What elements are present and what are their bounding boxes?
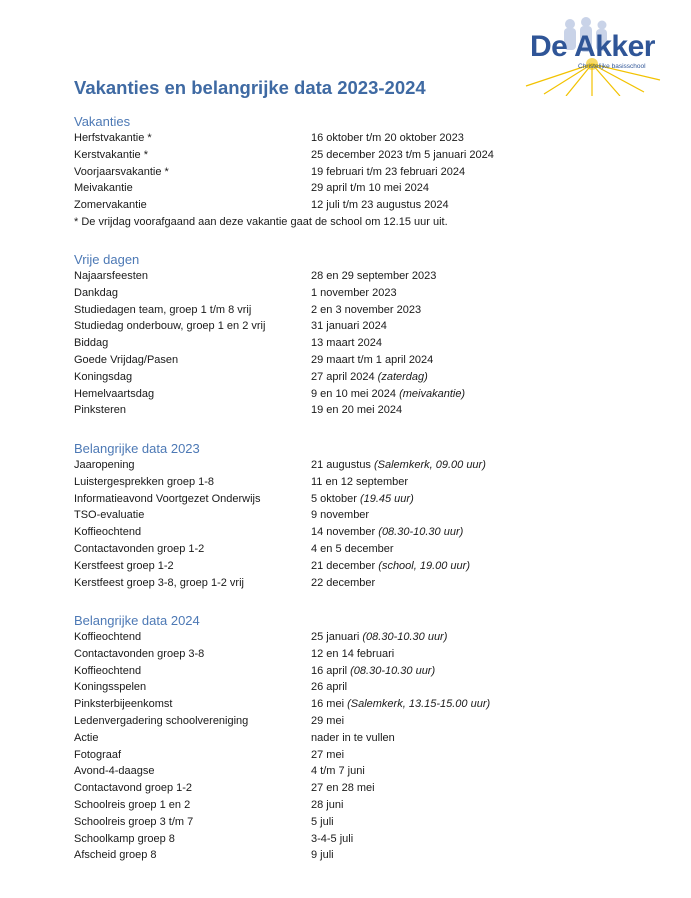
row-value: 31 januari 2024 — [311, 320, 387, 333]
row-value: 9 en 10 mei 2024 (meivakantie) — [311, 387, 466, 400]
row-value: 29 mei — [311, 714, 345, 727]
list-item — [74, 575, 634, 592]
row-label: Najaarsfeesten — [74, 270, 148, 282]
list-item — [74, 696, 634, 713]
list-item — [74, 130, 634, 147]
row-label: Schoolreis groep 3 t/m 7 — [74, 815, 194, 828]
row-label: Koffieochtend — [74, 631, 142, 643]
row-value: 12 en 14 februari — [311, 647, 395, 660]
school-logo — [522, 16, 662, 96]
row-value: 19 februari t/m 23 februari 2024 — [311, 165, 466, 178]
list-item — [74, 797, 634, 814]
row-label: Koffieochtend — [74, 664, 142, 677]
row-value: 28 juni — [311, 798, 344, 811]
row-label: Schoolkamp groep 8 — [74, 832, 175, 845]
row-label: Fotograaf — [74, 748, 122, 761]
row-label: Contactavonden groep 1-2 — [74, 542, 205, 555]
row-value: 12 juli t/m 23 augustus 2024 — [311, 199, 449, 212]
row-value: 27 april 2024 (zaterdag) — [311, 370, 428, 383]
row-value: 26 april — [311, 681, 348, 694]
list-item — [74, 713, 634, 730]
list-item — [74, 730, 634, 747]
row-value: 14 november (08.30-10.30 uur) — [311, 526, 464, 539]
list-item — [74, 352, 634, 369]
row-value: 25 januari (08.30-10.30 uur) — [311, 631, 448, 643]
page-title: Vakanties en belangrijke data 2023-2024 — [74, 77, 426, 98]
row-label: Luistergesprekken groep 1-8 — [74, 475, 215, 488]
list-item — [74, 747, 634, 764]
row-value: 21 augustus (Salemkerk, 09.00 uur) — [311, 459, 486, 471]
row-value: 16 mei (Salemkerk, 13.15-15.00 uur) — [311, 698, 491, 711]
list-item — [74, 369, 634, 386]
row-value: 1 november 2023 — [311, 286, 397, 299]
row-value: 19 en 20 mei 2024 — [311, 404, 403, 417]
row-value: 22 december — [311, 576, 376, 589]
list-item — [74, 457, 634, 474]
row-value: 21 december (school, 19.00 uur) — [311, 559, 470, 572]
row-value: 27 en 28 mei — [311, 782, 375, 795]
list-item — [74, 474, 634, 491]
row-label: Biddag — [74, 337, 109, 350]
list-item — [74, 180, 634, 197]
row-value: 5 oktober (19.45 uur) — [311, 492, 414, 505]
row-label: Contactavond groep 1-2 — [74, 782, 193, 795]
row-label: Meivakantie — [74, 182, 133, 195]
row-value: 13 maart 2024 — [311, 337, 382, 350]
list-item — [74, 524, 634, 541]
row-label: Pinksteren — [74, 404, 126, 417]
row-value: 16 oktober t/m 20 oktober 2023 — [311, 132, 464, 144]
list-item — [74, 386, 634, 403]
list-item — [74, 302, 634, 319]
section-heading: Vakanties — [74, 114, 131, 129]
row-value: 27 mei — [311, 748, 345, 761]
row-value: 5 juli — [311, 815, 334, 828]
logo-tagline: Christelijke basisschool — [578, 63, 646, 70]
row-value: 3-4-5 juli — [311, 832, 354, 845]
row-value: 29 april t/m 10 mei 2024 — [311, 182, 430, 195]
footnote: * De vrijdag voorafgaand aan deze vakantie gaat de school om 12.15 uur uit. — [74, 215, 448, 228]
row-value: 4 en 5 december — [311, 542, 394, 555]
row-label: Contactavonden groep 3-8 — [74, 647, 205, 660]
section-vakanties — [74, 113, 634, 231]
row-label: Afscheid groep 8 — [74, 849, 157, 862]
row-value: 25 december 2023 t/m 5 januari 2024 — [311, 148, 494, 161]
row-label: Koffieochtend — [74, 526, 142, 539]
row-label: Kerstfeest groep 1-2 — [74, 559, 174, 572]
row-label: Avond-4-daagse — [74, 765, 155, 778]
list-item — [74, 646, 634, 663]
row-value: 9 juli — [311, 849, 334, 862]
row-value: 9 november — [311, 509, 370, 522]
row-label: Schoolreis groep 1 en 2 — [74, 798, 191, 811]
row-value: nader in te vullen — [311, 731, 395, 744]
row-label: Pinksterbijeenkomst — [74, 698, 173, 711]
row-value: 2 en 3 november 2023 — [311, 303, 422, 316]
list-item — [74, 318, 634, 335]
list-item — [74, 335, 634, 352]
list-item — [74, 507, 634, 524]
row-label: Kerstvakantie * — [74, 148, 148, 161]
row-label: TSO-evaluatie — [74, 509, 145, 522]
row-label: Hemelvaartsdag — [74, 387, 155, 400]
row-label: Kerstfeest groep 3-8, groep 1-2 vrij — [74, 576, 244, 589]
list-item — [74, 285, 634, 302]
row-label: Informatieavond Voortgezet Onderwijs — [74, 492, 261, 505]
list-item — [74, 814, 634, 831]
list-item — [74, 831, 634, 848]
row-value: 29 maart t/m 1 april 2024 — [311, 353, 434, 366]
row-label: Dankdag — [74, 286, 119, 299]
row-label: Actie — [74, 731, 99, 744]
section-data-2024 — [74, 612, 634, 864]
list-item — [74, 491, 634, 508]
row-label: Zomervakantie — [74, 199, 147, 212]
row-label: Herfstvakantie * — [74, 132, 152, 144]
row-label: Koningsspelen — [74, 681, 147, 694]
list-item — [74, 780, 634, 797]
list-item — [74, 629, 634, 646]
row-label: Ledenvergadering schoolvereniging — [74, 714, 249, 727]
row-value: 11 en 12 september — [311, 475, 409, 488]
row-note: (Salemkerk, 13.15-15.00 uur) — [347, 698, 491, 711]
list-item — [74, 164, 634, 181]
list-item — [74, 763, 634, 780]
row-label: Koningsdag — [74, 370, 133, 383]
logo-name: De Akker — [530, 30, 655, 63]
list-item — [74, 541, 634, 558]
row-note: (19.45 uur) — [359, 492, 414, 505]
section-heading: Belangrijke data 2024 — [74, 613, 200, 628]
row-value: 28 en 29 september 2023 — [311, 270, 437, 282]
list-item — [74, 197, 634, 214]
section-data-2023 — [74, 440, 634, 591]
list-item — [74, 558, 634, 575]
section-heading: Belangrijke data 2023 — [74, 441, 200, 456]
row-note: (08.30-10.30 uur) — [362, 631, 448, 643]
list-item — [74, 679, 634, 696]
list-item — [74, 268, 634, 285]
row-note: (meivakantie) — [399, 387, 466, 400]
list-item — [74, 402, 634, 419]
row-note: (school, 19.00 uur) — [378, 559, 470, 572]
list-item — [74, 663, 634, 680]
row-value: 16 april (08.30-10.30 uur) — [311, 664, 436, 677]
row-value: 4 t/m 7 juni — [311, 765, 365, 778]
row-label: Studiedagen team, groep 1 t/m 8 vrij — [74, 303, 252, 316]
row-note: (08.30-10.30 uur) — [378, 526, 464, 539]
row-label: Jaaropening — [74, 459, 135, 471]
section-vrije-dagen — [74, 251, 634, 419]
section-heading: Vrije dagen — [74, 252, 140, 267]
row-label: Goede Vrijdag/Pasen — [74, 353, 179, 366]
list-item — [74, 847, 634, 864]
row-label: Voorjaarsvakantie * — [74, 165, 169, 178]
row-note: (08.30-10.30 uur) — [350, 664, 436, 677]
list-item — [74, 147, 634, 164]
row-label: Studiedag onderbouw, groep 1 en 2 vrij — [74, 320, 266, 333]
row-note: (zaterdag) — [377, 370, 428, 383]
row-note: (Salemkerk, 09.00 uur) — [374, 459, 486, 471]
